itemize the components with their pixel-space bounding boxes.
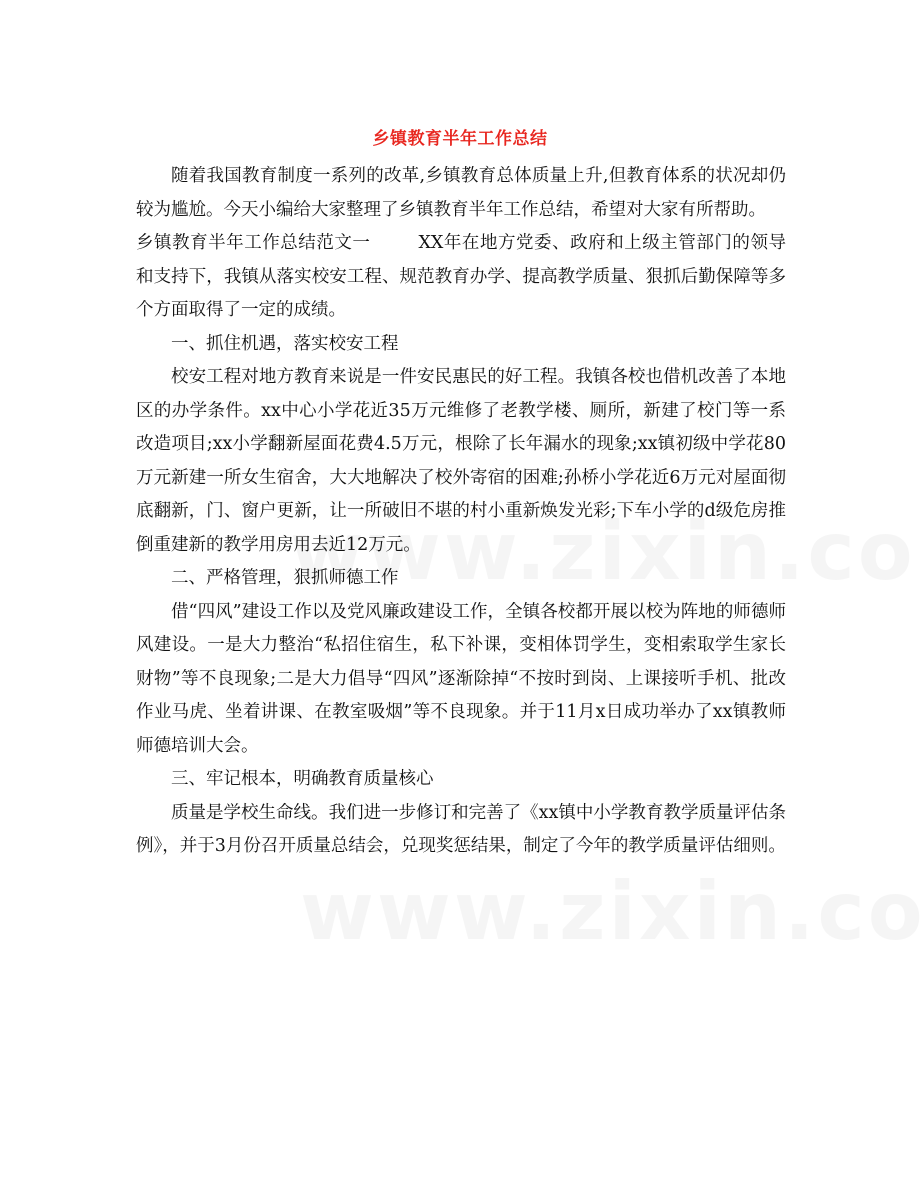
sample-lead: XX年在地方党委、政府和上级主管部门的领导和支持下，我镇从落实校安工程、规范教育办学、提高教学质量、狠抓后勤保障等多个方面取得了一定的成绩。 xyxy=(136,233,786,320)
section-2-heading: 二、严格管理，狠抓师德工作 xyxy=(171,568,399,588)
sample-paragraph xyxy=(136,227,786,328)
watermark-lower xyxy=(300,865,920,958)
section-2-body: 借“四风”建设工作以及党风廉政建设工作，全镇各校都开展以校为阵地的师德师风建设。一是大力整治“私招住宿生，私下补课，变相体罚学生，变相索取学生家长财物”等不良现象;二是大力倡导“四风”逐渐除掉“不按时到岗、上课接听手机、批改作业马虎、坐着讲课、在教室吸烟”等不良现象。并于11月x日成功举办了xx镇教师师德培训大会。 xyxy=(136,601,786,756)
sample-heading: 乡镇教育半年工作总结范文一 xyxy=(136,233,371,253)
intro-paragraph: 随着我国教育制度一系列的改革,乡镇教育总体质量上升,但教育体系的状况却仍较为尴尬。今天小编给大家整理了乡镇教育半年工作总结，希望对大家有所帮助。 xyxy=(136,166,786,220)
section-3-body: 质量是学校生命线。我们进一步修订和完善了《xx镇中小学教育教学质量评估条例》，并于3月份召开质量总结会，兑现奖惩结果，制定了今年的教学质量评估细则。 xyxy=(136,802,786,856)
document-title: 乡镇教育半年工作总结 xyxy=(372,129,548,149)
document-body xyxy=(136,160,786,864)
section-1-body: 校安工程对地方教育来说是一件安民惠民的好工程。我镇各校也借机改善了本地区的办学条件。xx中心小学花近35万元维修了老教学楼、厕所，新建了校门等一系改造项目;xx小学翻新屋面花费4.5万元，根除了长年漏水的现象;xx镇初级中学花80万元新建一所女生宿舍，大大地解决了校外寄宿的困难;孙桥小学花近6万元对屋面彻底翻新，门、窗户更新，让一所破旧不堪的村小重新焕发光彩;下车小学的d级危房推倒重建新的教学用房用去近12万元。 xyxy=(136,367,786,555)
section-1-heading: 一、抓住机遇，落实校安工程 xyxy=(171,333,399,354)
section-3-heading: 三、牢记根本，明确教育质量核心 xyxy=(171,769,434,789)
